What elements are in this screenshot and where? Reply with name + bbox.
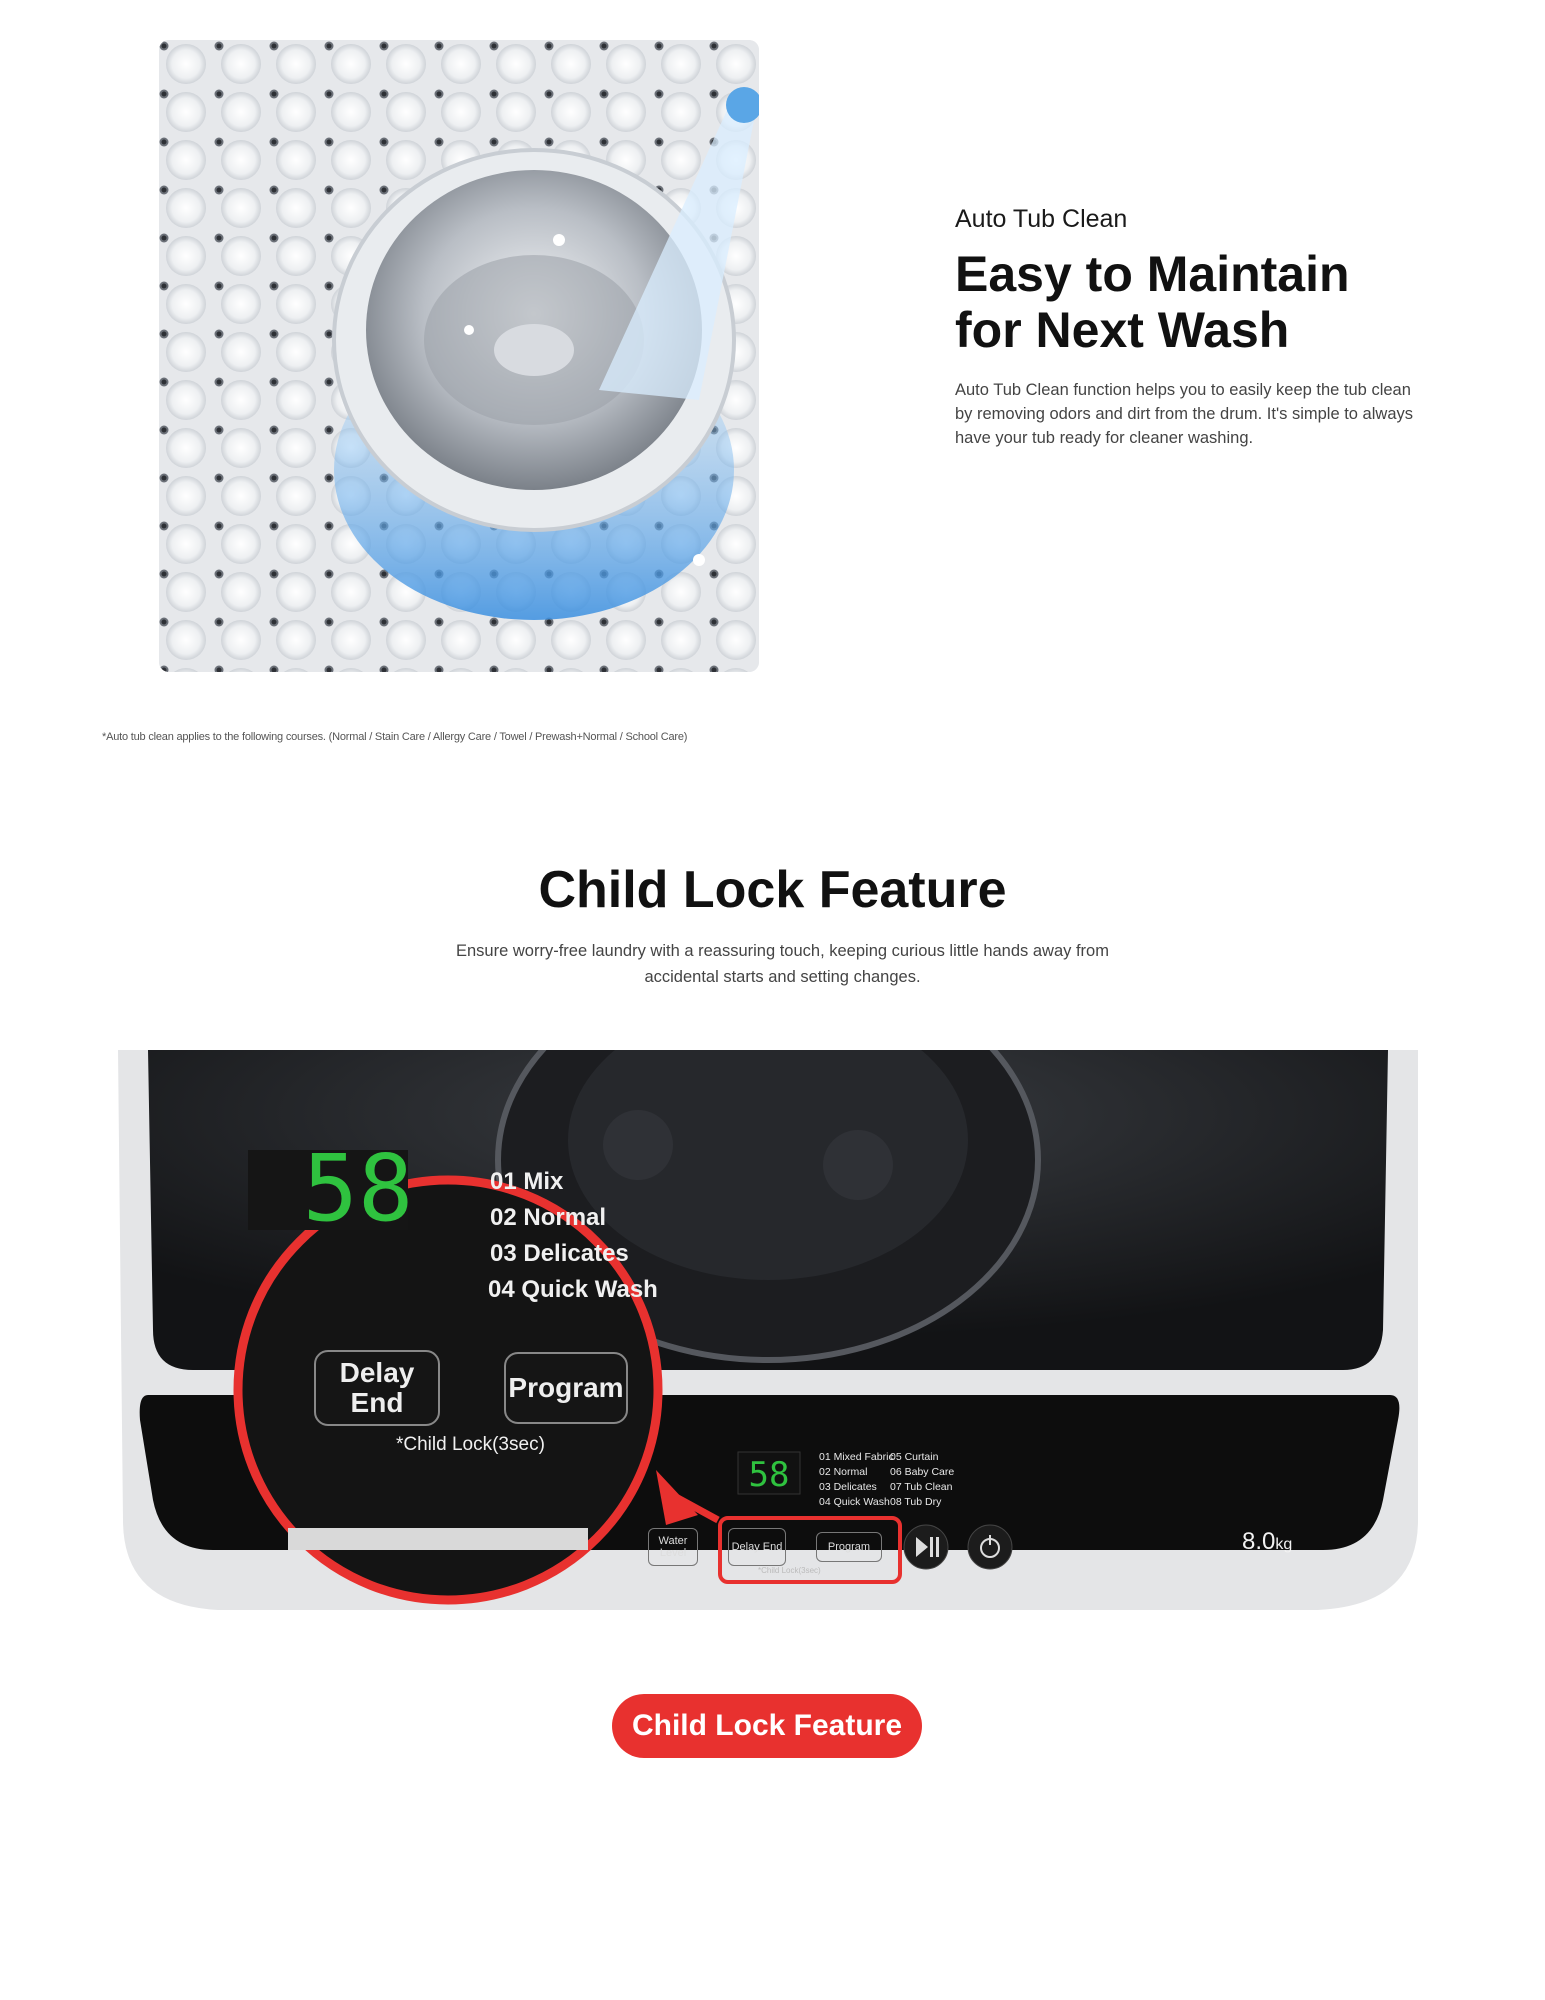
child-lock-hint: *Child Lock(3sec) (758, 1566, 821, 1575)
feature-description: Auto Tub Clean function helps you to easily keep the tub clean by removing odors and dirt from the drum. It's simple to always have your tub ready for cleaner washing. (955, 381, 1413, 447)
course-item: 05 Curtain (890, 1451, 939, 1463)
capacity-value: 8.0 (1242, 1528, 1276, 1555)
capacity-label (1242, 1528, 1292, 1556)
zoom-course-2: 02 Normal (490, 1204, 607, 1231)
course-list-col2 (890, 1450, 954, 1510)
zoom-course-1: 01 Mix (490, 1168, 564, 1195)
tub-clean-illustration (159, 40, 759, 672)
feature-eyebrow: Auto Tub Clean (955, 205, 1128, 233)
water-level-button[interactable]: Water Level (648, 1528, 698, 1566)
course-item: 03 Delicates (819, 1481, 877, 1493)
feature-headline (955, 246, 1425, 358)
headline-line-1: Easy to Maintain (955, 246, 1350, 302)
course-item: 01 Mixed Fabric (819, 1451, 894, 1463)
course-item: 02 Normal (819, 1466, 868, 1478)
course-list-col1 (819, 1450, 894, 1510)
zoom-course-3: 03 Delicates (490, 1240, 629, 1267)
headline-line-2: for Next Wash (955, 302, 1290, 358)
child-lock-description: Ensure worry-free laundry with a reassuring touch, keeping curious little hands away from accidental starts and setting changes. (456, 942, 1109, 986)
auto-tub-clean-image (159, 40, 759, 672)
capacity-unit: kg (1275, 1536, 1293, 1553)
svg-text:58: 58 (748, 1455, 790, 1495)
auto-tub-clean-footnote: *Auto tub clean applies to the following courses. (Normal / Stain Care / Allergy Care / Towel / Prewash+Normal / School Care) (102, 731, 688, 743)
program-button[interactable]: Program (816, 1532, 882, 1562)
course-item: 06 Baby Care (890, 1466, 955, 1478)
child-lock-title: Child Lock Feature (538, 861, 1007, 919)
zoom-child-lock-label: *Child Lock(3sec) (396, 1434, 545, 1455)
svg-text:58: 58 (302, 1135, 414, 1242)
course-item: 04 Quick Wash (819, 1496, 890, 1508)
zoom-program-button: Program (504, 1352, 628, 1424)
zoom-course-4: 04 Quick Wash (488, 1276, 658, 1303)
course-item: 08 Tub Dry (890, 1496, 942, 1508)
washer-control-panel-image (118, 1050, 1418, 1625)
delay-end-button[interactable]: Delay End (728, 1528, 786, 1566)
child-lock-badge: Child Lock Feature (612, 1694, 922, 1758)
auto-tub-clean-copy (955, 205, 1425, 450)
zoom-delay-end-button: Delay End (314, 1350, 440, 1426)
course-item: 07 Tub Clean (890, 1481, 953, 1493)
